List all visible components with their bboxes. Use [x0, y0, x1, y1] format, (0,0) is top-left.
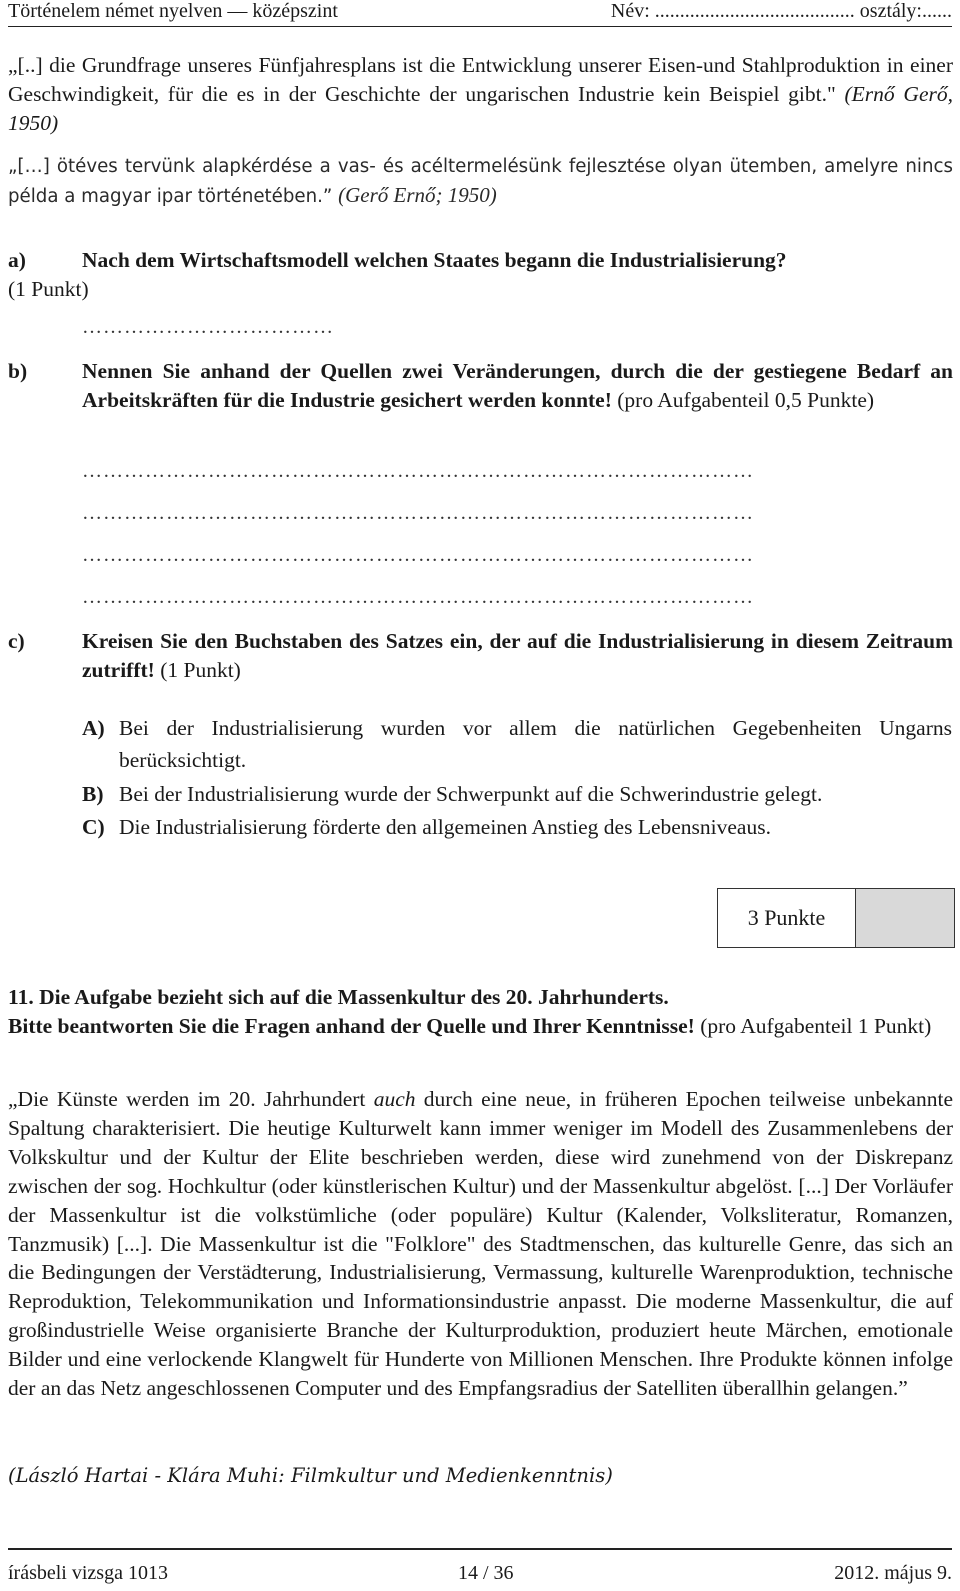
page-header — [8, 0, 952, 27]
option-a[interactable] — [82, 712, 952, 776]
score-box-entry[interactable] — [856, 889, 954, 947]
task-11-instruction: Bitte beantworten Sie die Fragen anhand der Quelle und Ihrer Kenntnisse! — [8, 1014, 695, 1038]
quote-hu-source: (Gerő Ernő; 1950) — [338, 183, 497, 207]
question-a — [8, 246, 953, 275]
question-c-text: Kreisen Sie den Buchstaben des Satzes ein, der auf die Industrialisierung in diesem Zeitraum zutrifft! — [82, 629, 953, 682]
option-b-letter[interactable]: B) — [82, 782, 104, 806]
option-c-text: Die Industrialisierung förderte den allgemeinen Anstieg des Lebensniveaus. — [119, 815, 771, 839]
question-c-label: c) — [8, 629, 25, 653]
task-11-citation: (László Hartai - Klára Muhi: Filmkultur und Medienkenntnis) — [8, 1464, 613, 1487]
score-box — [717, 888, 955, 948]
task-11-points: (pro Aufgabenteil 1 Punkt) — [700, 1014, 932, 1038]
option-b[interactable] — [82, 778, 952, 810]
question-b-body — [82, 357, 953, 415]
question-a-text: Nach dem Wirtschaftsmodell welchen Staates begann die Industrialisierung? — [82, 248, 787, 272]
question-c — [8, 627, 953, 685]
option-a-text: Bei der Industrialisierung wurden vor allem die natürlichen Gegebenheiten Ungarns berücksichtigt. — [119, 716, 952, 772]
question-a-points: (1 Punkt) — [8, 277, 89, 301]
question-b-text: Nennen Sie anhand der Quellen zwei Veränderungen, durch die der gestiegene Bedarf an Arbeitskräften für die Industrie gesichert werden konnte! — [82, 359, 953, 412]
question-c-points: (1 Punkt) — [160, 658, 241, 682]
answer-line-b3[interactable]: …………………………………………………………………………………… — [82, 544, 754, 566]
question-b-label: b) — [8, 359, 28, 383]
footer-exam-code: írásbeli vizsga 1013 — [8, 1562, 168, 1584]
footer-page-number: 14 / 36 — [458, 1562, 514, 1584]
source-text-part-1: „Die Künste werden im 20. Jahrhundert — [8, 1087, 374, 1111]
question-b-points: (pro Aufgabenteil 0,5 Punkte) — [617, 388, 875, 412]
option-a-letter[interactable]: A) — [82, 716, 105, 740]
answer-line-a[interactable]: ……………………………… — [82, 316, 334, 338]
task-11-source-text — [8, 1085, 953, 1403]
source-quote-german — [8, 51, 953, 138]
option-c-letter[interactable]: C) — [82, 815, 105, 839]
header-name-class-fields: Név: ........................................ osztály:...... — [610, 0, 952, 22]
answer-line-b1[interactable]: …………………………………………………………………………………… — [82, 460, 754, 482]
option-b-text: Bei der Industrialisierung wurde der Schwerpunkt auf die Schwerindustrie gelegt. — [119, 782, 823, 806]
score-box-label: 3 Punkte — [718, 889, 856, 947]
source-text-emphasis: auch — [373, 1087, 416, 1111]
source-quote-hungarian — [8, 152, 953, 211]
footer-date: 2012. május 9. — [834, 1562, 952, 1584]
question-a-label: a) — [8, 248, 26, 272]
option-c[interactable] — [82, 811, 952, 843]
task-11-instruction-block — [8, 1012, 953, 1041]
question-b — [8, 357, 953, 415]
task-11-title: 11. Die Aufgabe bezieht sich auf die Massenkultur des 20. Jahrhunderts. — [8, 985, 669, 1009]
answer-line-b4[interactable]: …………………………………………………………………………………… — [82, 586, 754, 608]
question-c-body — [82, 627, 953, 685]
answer-line-b2[interactable]: …………………………………………………………………………………… — [82, 502, 754, 524]
quote-hu-text: „[…] ötéves tervünk alapkérdése a vas- és acéltermelésünk fejlesztése olyan ütemben, amelyre nincs példa a magyar ipar történetében.” — [8, 156, 953, 207]
source-text-part-2: durch eine neue, in früheren Epochen teilweise unbekannte Spaltung charakterisiert. Die heutige Kulturwelt kann immer weniger im Modell des Zusammenlebens der Volkskultur und der Kultur der Elite beschrieben werden, diese wird zunehmend von der Diskrepanz zwischen der sog. Hochkultur (oder künstlerischen Kultur) und der Massenkultur abgelöst. [...] Der Vorläufer der Massenkultur ist die volkstümliche (oder populäre) Kultur (Kalender, Volksliteratur, Romanzen, Tanzmusik) [...]. Die Massenkultur ist die "Folklore" des Stadtmenschen, das kulturelle Genre, das sich an die Bedingungen der Verstädterung, Industrialisierung, Vermassung, kulturelle Warenproduktion, technische Reproduktion, Telekommunikation und Informationsindustrie anpasst. Die moderne Massenkultur, die auf großindustrielle Weise organisierte Branche der Kulturproduktion, produziert heute Märchen, emotionale Bilder und eine verlockende Klangwelt für Hunderte von Millionen Menschen. Ihre Produkte können infolge der an das Netz angeschlossenen Computer und des Empfangsradius der Satelliten überallhin gelangen.” — [8, 1087, 953, 1401]
quote-de-source: (Ernő Gerő, 1950) — [8, 82, 953, 135]
header-subject: Történelem német nyelven — középszint — [8, 0, 338, 22]
quote-de-text: „[..] die Grundfrage unseres Fünfjahresplans ist die Entwicklung unserer Eisen-und Stahlproduktion in einer Geschwindigkeit, für die es in der Geschichte der ungarischen Industrie kein Beispiel gibt." — [8, 53, 953, 106]
footer-divider — [8, 1548, 952, 1550]
